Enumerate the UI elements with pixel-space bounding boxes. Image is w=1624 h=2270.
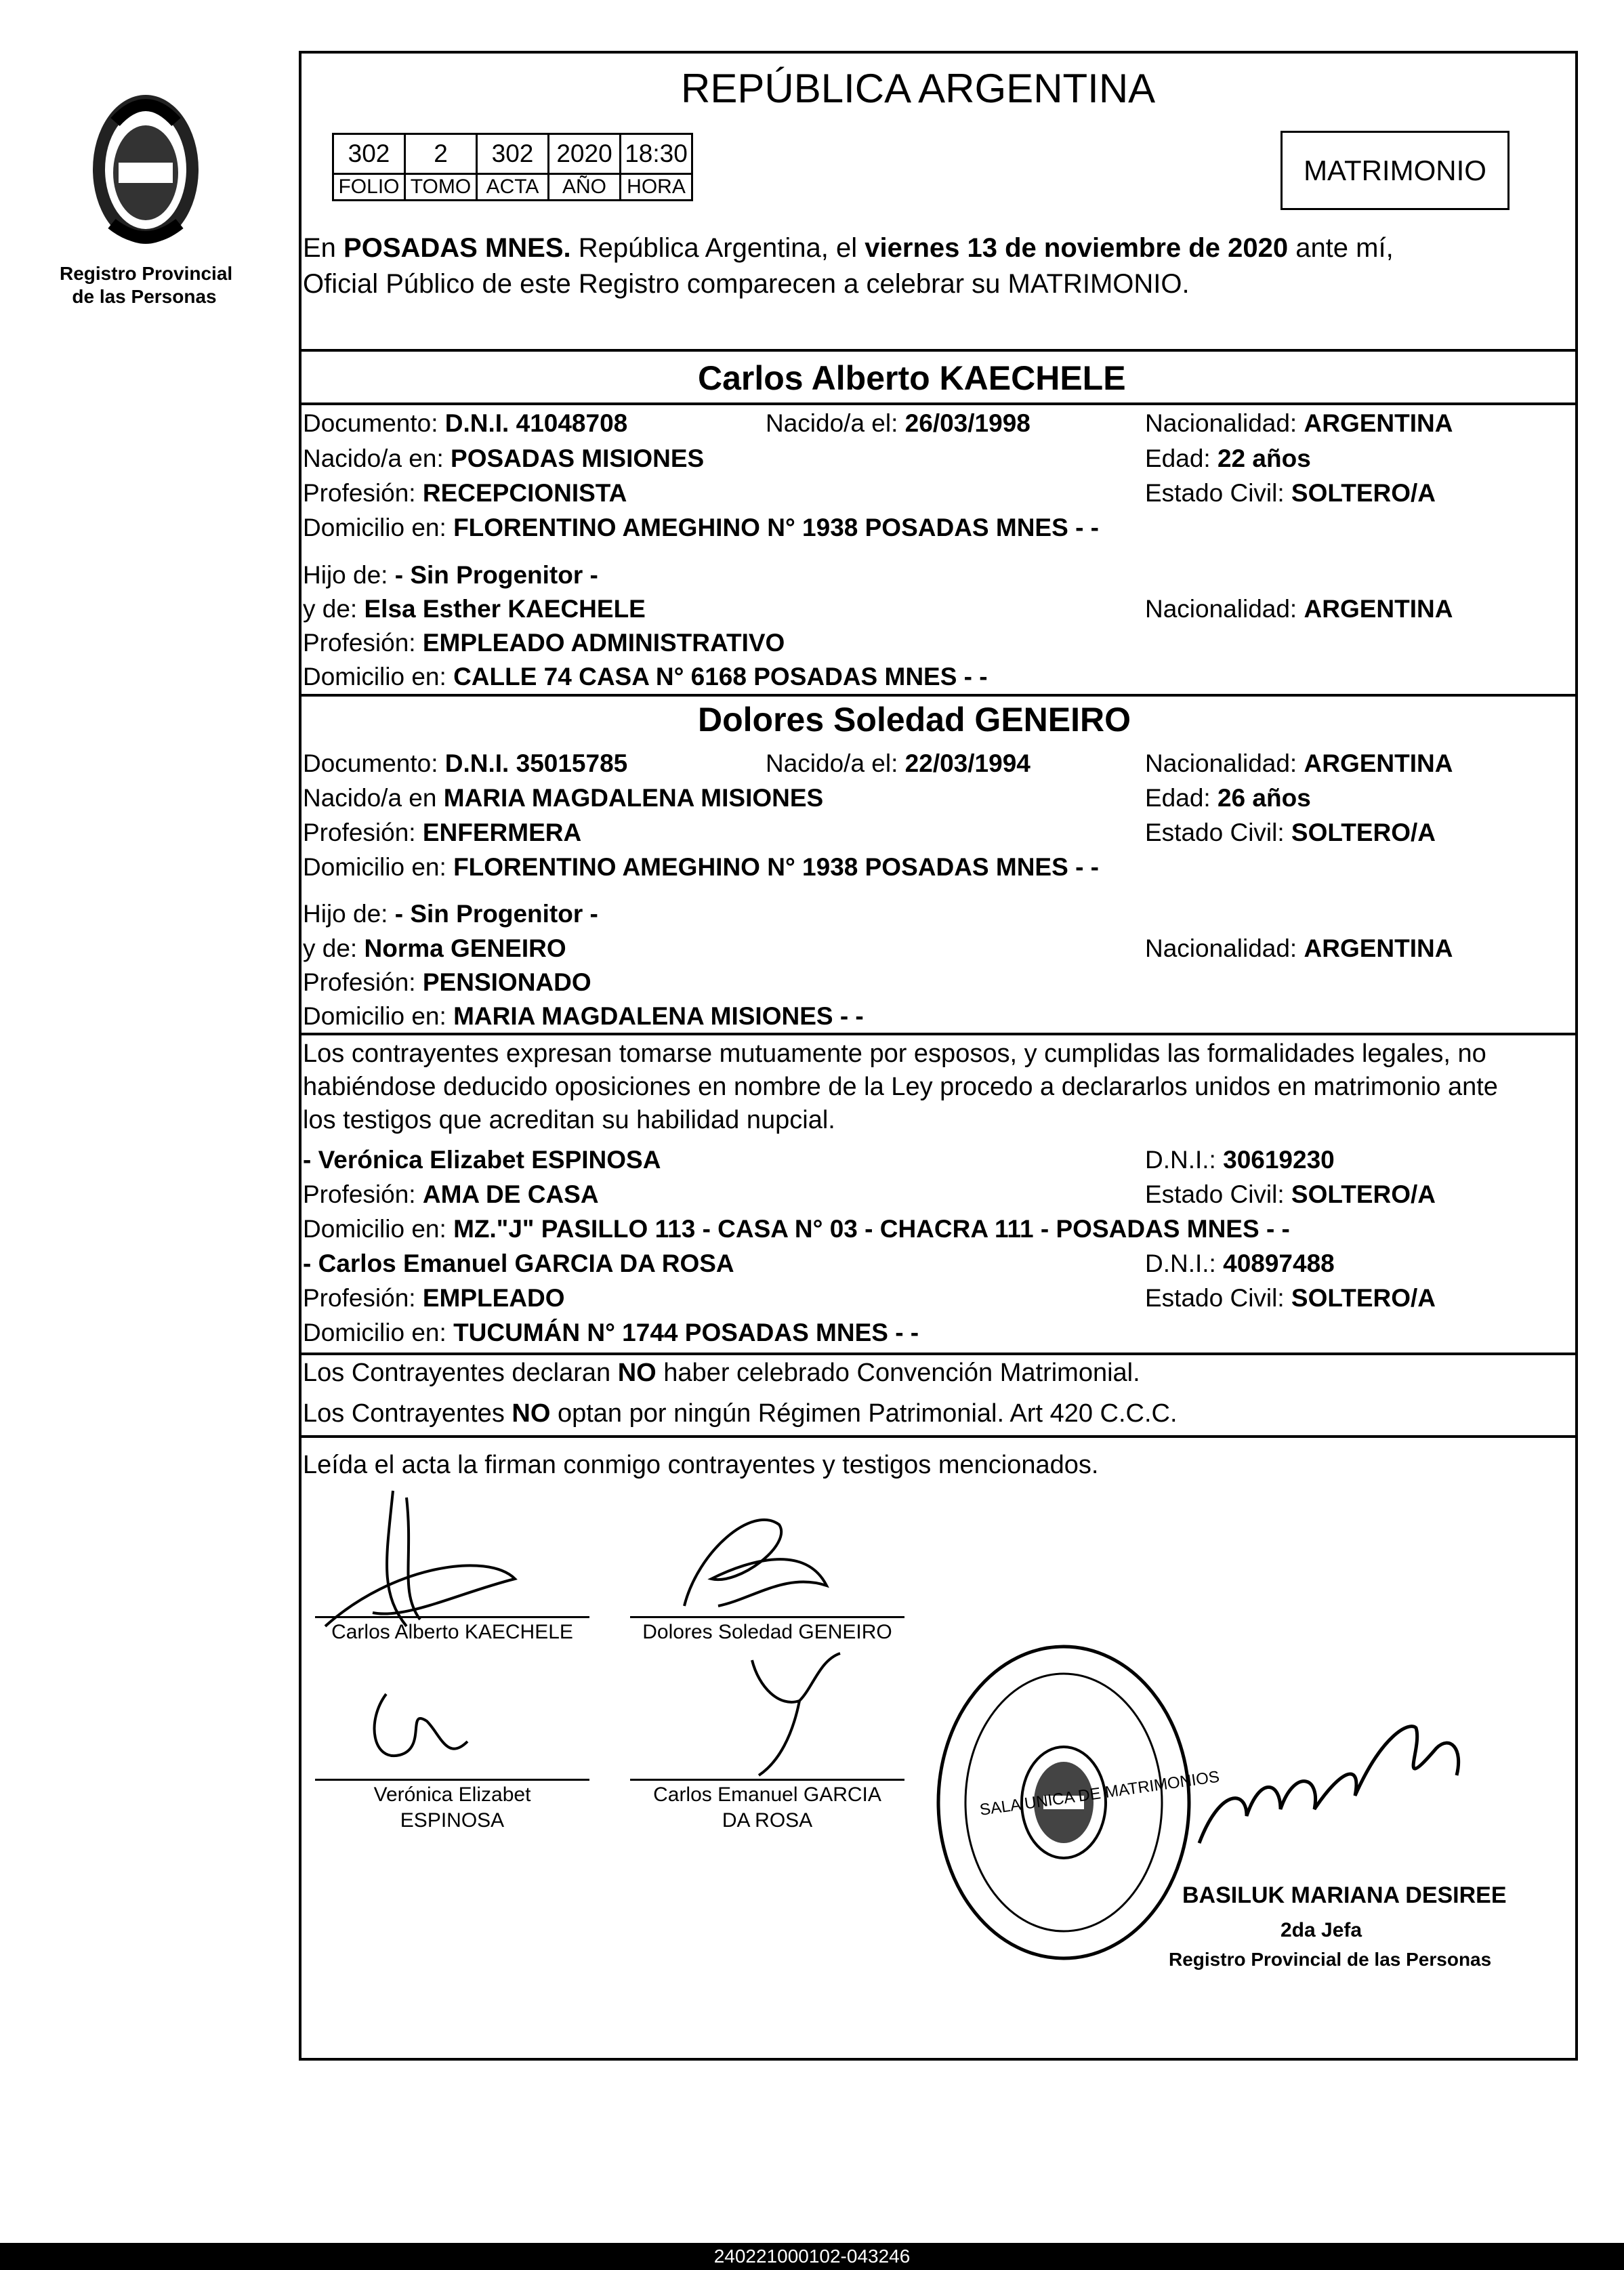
witness2-profession: EMPLEADO — [422, 1284, 565, 1312]
spouse1-name: Carlos Alberto KAECHELE — [698, 359, 1126, 397]
text: Carlos Emanuel GARCIA — [653, 1783, 881, 1806]
spouse1-father: - Sin Progenitor - — [394, 561, 598, 589]
spouse2-address: FLORENTINO AMEGHINO N° 1938 POSADAS MNES - - — [453, 853, 1099, 881]
time-value: 18:30 — [621, 134, 692, 174]
spouse1-civil-row — [1145, 478, 1436, 508]
document-code-bar: 240221000102-043246 — [0, 2243, 1624, 2270]
registry-caption-1: Registro Provincial — [60, 263, 233, 284]
intro-line-2: Oficial Público de este Registro comparecen a celebrar su MATRIMONIO. — [303, 269, 1190, 299]
registry-fields-table — [332, 133, 693, 201]
label: Hijo de: — [303, 900, 388, 928]
label: y de: — [303, 595, 358, 623]
spouse1-father-row — [303, 560, 598, 590]
witness1-prof-row — [303, 1180, 599, 1210]
act-type: MATRIMONIO — [1304, 154, 1486, 186]
spouse1-nationality: ARGENTINA — [1304, 409, 1453, 437]
text-no: NO — [617, 1359, 657, 1387]
label: D.N.I.: — [1145, 1250, 1216, 1277]
witness1-name: - Verónica Elizabet ESPINOSA — [303, 1146, 661, 1174]
spouse2-prof-row — [303, 818, 581, 848]
divider — [299, 1353, 1578, 1355]
spouse2-nat-row — [1145, 749, 1453, 779]
folio-label: FOLIO — [333, 174, 405, 201]
tomo-value: 2 — [405, 134, 477, 174]
text-no: NO — [512, 1399, 551, 1428]
signature-scribble-4 — [732, 1647, 867, 1782]
spouse2-mother: Norma GENEIRO — [364, 934, 566, 962]
signatures-intro: Leída el acta la firman conmigo contrayentes y testigos mencionados. — [303, 1451, 1099, 1479]
label: Domicilio en: — [303, 514, 446, 541]
spouse1-age: 22 años — [1217, 445, 1311, 472]
coat-of-arms-icon — [75, 81, 217, 257]
label: Nacionalidad: — [1145, 749, 1297, 777]
spouse2-father: - Sin Progenitor - — [394, 900, 598, 928]
witness1-dom-row — [303, 1214, 1290, 1244]
signature-scribble-2 — [671, 1498, 874, 1619]
declaration-line-2: habiéndose deducido oposiciones en nombre de la Ley procedo a declararlos unidos en matrimonio ante — [303, 1073, 1498, 1101]
witness2-dom-row — [303, 1318, 919, 1348]
spouse1-profession: RECEPCIONISTA — [422, 479, 627, 507]
act-type-box — [1281, 131, 1510, 210]
label: Profesión: — [303, 968, 416, 996]
spouse1-doc-row — [303, 409, 627, 438]
spouse1-mother: Elsa Esther KAECHELE — [364, 595, 646, 623]
spouse2-dom-row — [303, 852, 1099, 882]
label: Nacionalidad: — [1145, 409, 1297, 437]
official-org: Registro Provincial de las Personas — [1169, 1949, 1492, 1970]
witness2-civil-status: SOLTERO/A — [1291, 1284, 1436, 1312]
label: Domicilio en: — [303, 1319, 446, 1346]
page-title: REPÚBLICA ARGENTINA — [681, 66, 1156, 111]
spouse2-mother-prof-row — [303, 968, 591, 997]
folio-value: 302 — [333, 134, 405, 174]
declaration-line-3: los testigos que acreditan su habilidad nupcial. — [303, 1106, 835, 1134]
signature-line-1 — [315, 1616, 589, 1618]
spouse2-birthdate: 22/03/1994 — [904, 749, 1030, 777]
label: Hijo de: — [303, 561, 388, 589]
time-label: HORA — [621, 174, 692, 201]
spouse1-age-row — [1145, 444, 1311, 474]
spouse2-birthplace: MARIA MAGDALENA MISIONES — [443, 784, 824, 812]
divider — [299, 349, 1578, 352]
label: Nacido/a en — [303, 784, 437, 812]
divider — [299, 1033, 1578, 1035]
spouse1-address: FLORENTINO AMEGHINO N° 1938 POSADAS MNES - - — [453, 514, 1099, 541]
convention-line-1 — [303, 1358, 1140, 1388]
signature-scribble-3 — [366, 1680, 569, 1775]
spouse2-name: Dolores Soledad GENEIRO — [698, 701, 1131, 739]
registry-caption-2: de las Personas — [72, 286, 217, 307]
spouse2-mother-nationality: ARGENTINA — [1304, 934, 1453, 962]
spouse2-age: 26 años — [1217, 784, 1311, 812]
acta-value: 302 — [477, 134, 549, 174]
seal-inner-text: SALA UNICA DE MATRIMONIOS — [978, 1767, 1221, 1819]
spouse2-civil-status: SOLTERO/A — [1291, 819, 1436, 846]
spouse2-nationality: ARGENTINA — [1304, 749, 1453, 777]
witness2-dni-row — [1145, 1249, 1335, 1279]
spouse1-mother-address: CALLE 74 CASA N° 6168 POSADAS MNES - - — [453, 663, 988, 690]
official-name: BASILUK MARIANA DESIREE — [1182, 1882, 1507, 1908]
label: Domicilio en: — [303, 1002, 446, 1030]
spouse2-mother-address: MARIA MAGDALENA MISIONES - - — [453, 1002, 864, 1030]
label: Edad: — [1145, 445, 1211, 472]
spouse2-father-row — [303, 899, 598, 929]
convention-line-2 — [303, 1399, 1178, 1428]
spouse2-profession: ENFERMERA — [422, 819, 582, 846]
intro-text: República Argentina, el — [570, 233, 865, 263]
year-value: 2020 — [549, 134, 621, 174]
spouse2-civil-row — [1145, 818, 1436, 848]
signature-caption-2: Dolores Soledad GENEIRO — [642, 1621, 892, 1643]
spouse1-dni: D.N.I. 41048708 — [444, 409, 628, 437]
spouse1-mother-profession: EMPLEADO ADMINISTRATIVO — [422, 629, 785, 657]
registry-logo — [75, 81, 217, 257]
label: Nacionalidad: — [1145, 595, 1297, 623]
spouse2-doc-row — [303, 749, 627, 779]
label: Profesión: — [303, 1180, 416, 1208]
spouse1-place-row — [303, 444, 704, 474]
text: Los Contrayentes declaran — [303, 1359, 618, 1387]
label: Estado Civil: — [1145, 1284, 1285, 1312]
witness2-address: TUCUMÁN N° 1744 POSADAS MNES - - — [453, 1319, 919, 1346]
signature-line-2 — [630, 1616, 904, 1618]
spouse2-mother-dom-row — [303, 1002, 864, 1031]
label: Profesión: — [303, 1284, 416, 1312]
label: Documento: — [303, 409, 438, 437]
declaration-line-1: Los contrayentes expresan tomarse mutuamente por esposos, y cumplidas las formalidades legales, no — [303, 1039, 1486, 1068]
spouse1-birthplace: POSADAS MISIONES — [451, 445, 705, 472]
witness2-dni: 40897488 — [1223, 1250, 1335, 1277]
label: Estado Civil: — [1145, 479, 1285, 507]
spouse1-nat-row — [1145, 409, 1453, 438]
intro-place: POSADAS MNES. — [343, 233, 571, 263]
label: Estado Civil: — [1145, 819, 1285, 846]
intro-date: viernes 13 de noviembre de 2020 — [865, 233, 1289, 263]
spouse2-place-row — [303, 783, 823, 813]
spouse2-mother-nat-row — [1145, 934, 1453, 964]
label: Edad: — [1145, 784, 1211, 812]
label: Domicilio en: — [303, 1215, 446, 1243]
label: Nacionalidad: — [1145, 934, 1297, 962]
spouse1-born-row — [766, 409, 1030, 438]
label: Profesión: — [303, 629, 416, 657]
spouse1-mother-prof-row — [303, 628, 785, 658]
label: Nacido/a el: — [766, 409, 898, 437]
signature-line-4 — [630, 1779, 904, 1781]
label: y de: — [303, 934, 358, 962]
divider — [299, 1435, 1578, 1438]
text: haber celebrado Convención Matrimonial. — [656, 1359, 1140, 1387]
witness2-civil-row — [1145, 1283, 1436, 1313]
label: Documento: — [303, 749, 438, 777]
witness1-dni-row — [1145, 1145, 1335, 1175]
spouse1-mother-nationality: ARGENTINA — [1304, 595, 1453, 623]
witness1-civil-status: SOLTERO/A — [1291, 1180, 1436, 1208]
text: Verónica Elizabet — [373, 1783, 531, 1806]
label: Domicilio en: — [303, 853, 446, 881]
tomo-label: TOMO — [405, 174, 477, 201]
witness2-prof-row — [303, 1283, 565, 1313]
spouse1-mother-nat-row — [1145, 594, 1453, 624]
intro-text: En — [303, 233, 344, 263]
signature-caption-3 — [315, 1782, 589, 1834]
acta-label: ACTA — [477, 174, 549, 201]
spouse2-mother-row — [303, 934, 566, 964]
label: Estado Civil: — [1145, 1180, 1285, 1208]
year-label: AÑO — [549, 174, 621, 201]
text: ESPINOSA — [400, 1809, 505, 1832]
label: Nacido/a en: — [303, 445, 444, 472]
label: Nacido/a el: — [766, 749, 898, 777]
signature-scribble-1 — [312, 1477, 583, 1640]
spouse1-mother-row — [303, 594, 646, 624]
spouse1-civil-status: SOLTERO/A — [1291, 479, 1436, 507]
label: Profesión: — [303, 819, 416, 846]
label: D.N.I.: — [1145, 1146, 1216, 1174]
intro-line-1 — [303, 233, 1394, 263]
spouse1-mother-dom-row — [303, 662, 988, 692]
official-signature-scribble — [1192, 1708, 1477, 1857]
spouse2-age-row — [1145, 783, 1311, 813]
spouse1-birthdate: 26/03/1998 — [904, 409, 1030, 437]
label: Domicilio en: — [303, 663, 446, 690]
witness1-civil-row — [1145, 1180, 1436, 1210]
signature-line-3 — [315, 1779, 589, 1781]
text: Los Contrayentes — [303, 1399, 512, 1428]
witness1-profession: AMA DE CASA — [422, 1180, 599, 1208]
witness2-name: - Carlos Emanuel GARCIA DA ROSA — [303, 1250, 734, 1277]
signature-caption-1: Carlos Alberto KAECHELE — [331, 1621, 573, 1643]
signature-caption-4 — [630, 1782, 904, 1834]
text: optan por ningún Régimen Patrimonial. Art 420 C.C.C. — [550, 1399, 1178, 1428]
spouse2-mother-profession: PENSIONADO — [422, 968, 591, 996]
intro-text: ante mí, — [1288, 233, 1394, 263]
divider — [299, 694, 1578, 697]
text: DA ROSA — [722, 1809, 813, 1832]
official-role: 2da Jefa — [1281, 1919, 1362, 1941]
spouse2-dni: D.N.I. 35015785 — [444, 749, 628, 777]
label: Profesión: — [303, 479, 416, 507]
witness1-dni: 30619230 — [1223, 1146, 1335, 1174]
divider — [299, 403, 1578, 405]
spouse2-born-row — [766, 749, 1030, 779]
spouse1-dom-row — [303, 513, 1099, 543]
spouse1-prof-row — [303, 478, 627, 508]
witness1-address: MZ."J" PASILLO 113 - CASA N° 03 - CHACRA 111 - POSADAS MNES - - — [453, 1215, 1290, 1243]
